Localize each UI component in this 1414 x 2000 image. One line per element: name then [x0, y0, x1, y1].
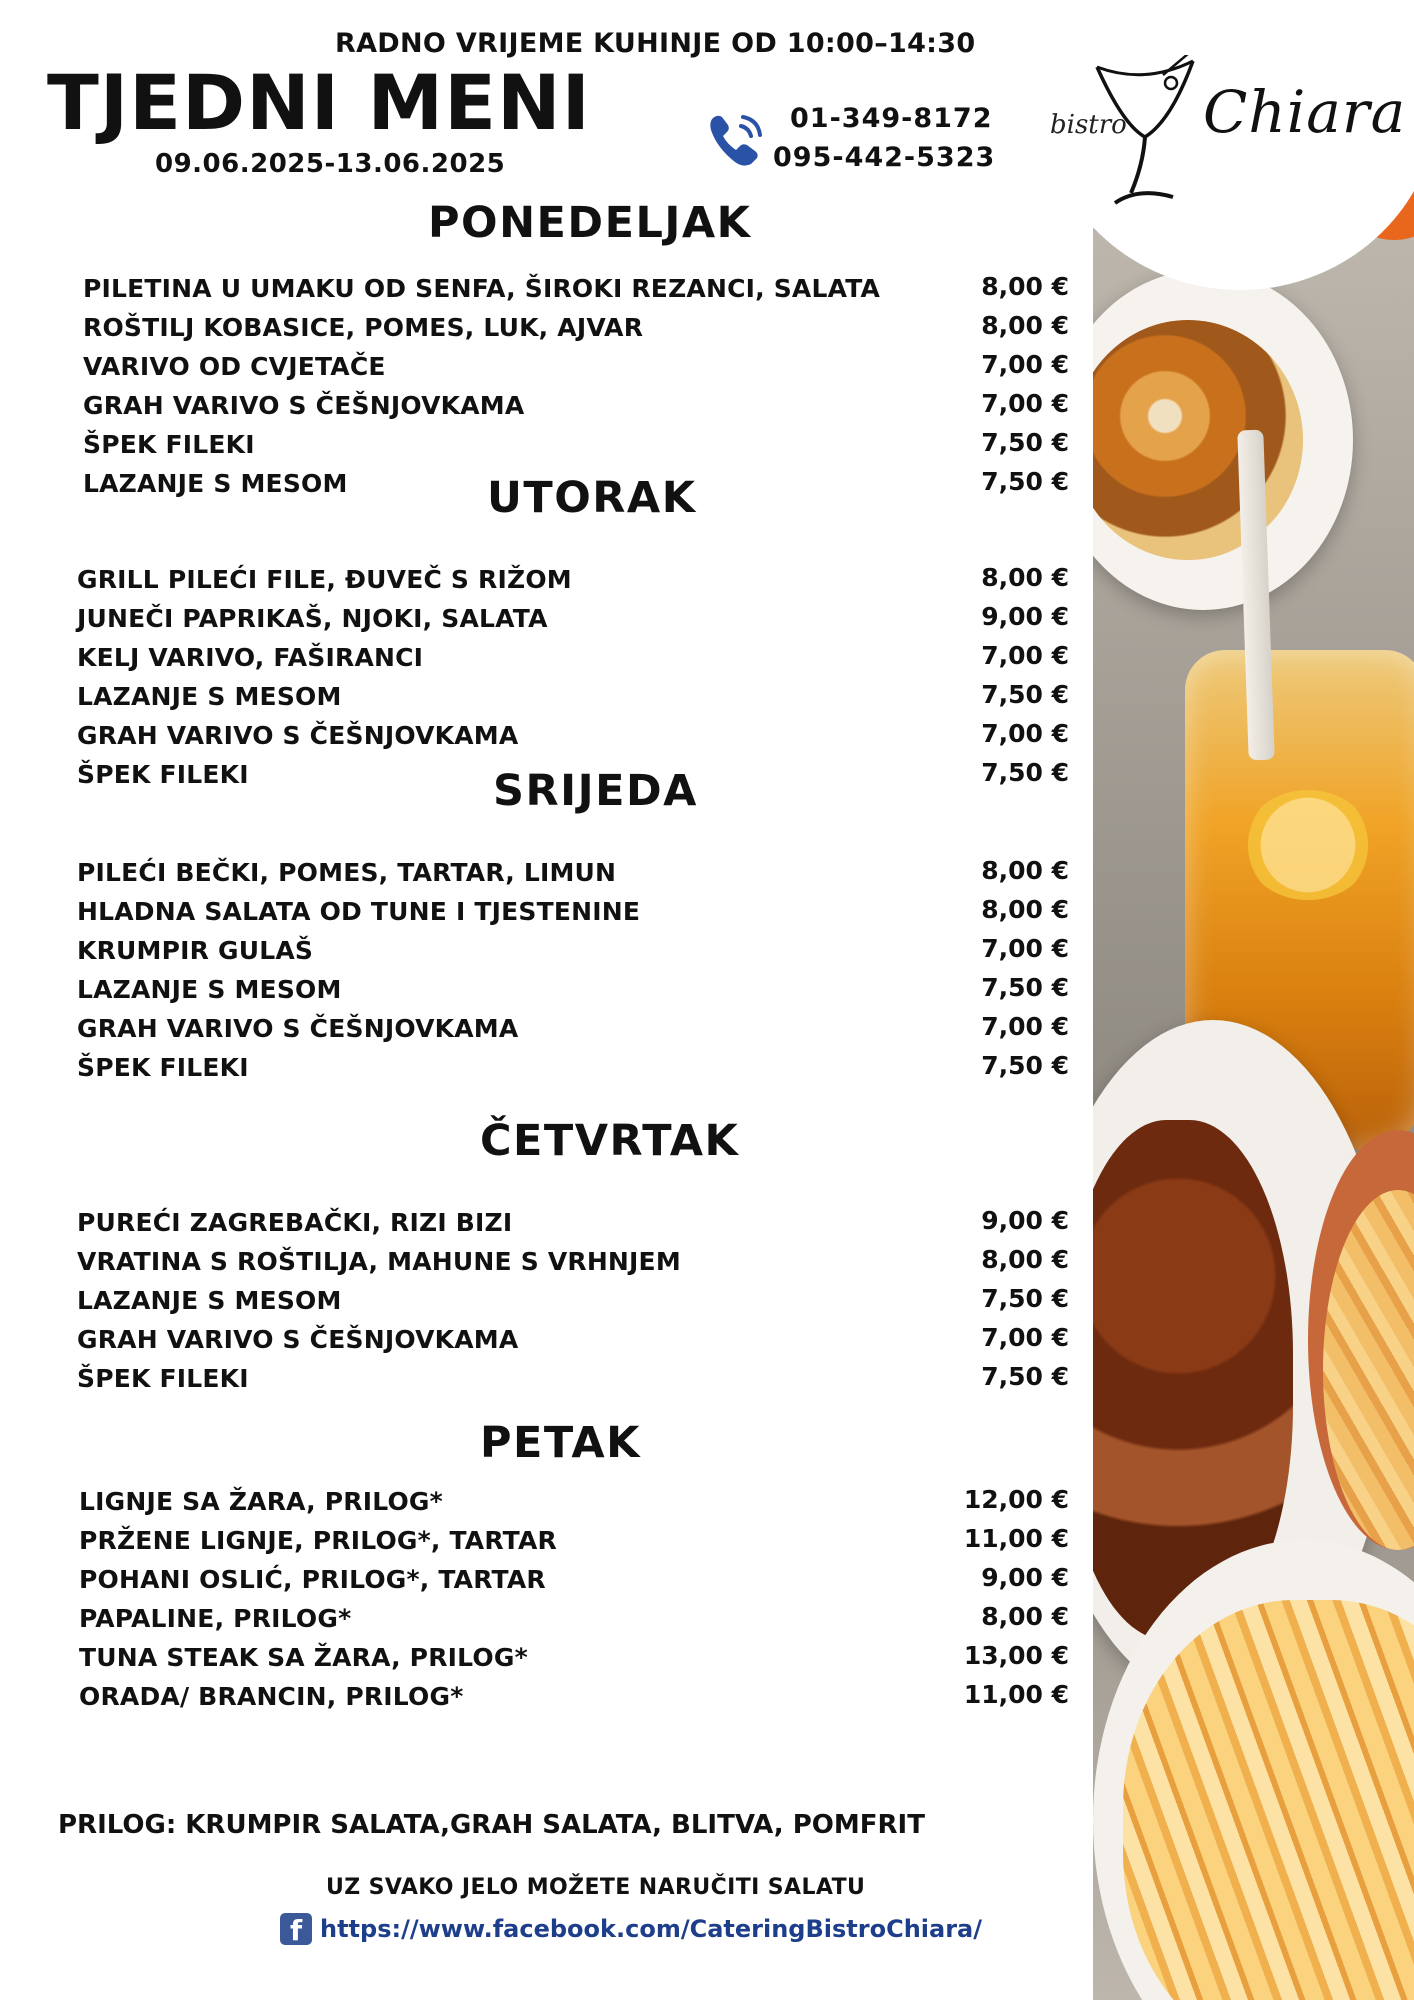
menu-price: 7,50 € — [981, 973, 1069, 1002]
menu-price: 7,50 € — [981, 1362, 1069, 1391]
menu-item: VARIVO OD CVJETAČE — [83, 352, 386, 381]
menu-price: 7,00 € — [981, 934, 1069, 963]
menu-item: ŠPEK FILEKI — [77, 1364, 249, 1393]
menu-item: VRATINA S ROŠTILJA, MAHUNE S VRHNJEM — [77, 1247, 681, 1276]
logo-bistro-text: bistro — [1050, 110, 1127, 140]
menu-item: LAZANJE S MESOM — [83, 469, 348, 498]
menu-price: 7,50 € — [981, 1051, 1069, 1080]
menu-item: ORADA/ BRANCIN, PRILOG* — [79, 1682, 464, 1711]
menu-item: LAZANJE S MESOM — [77, 1286, 342, 1315]
menu-item: JUNEČI PAPRIKAŠ, NJOKI, SALATA — [77, 604, 548, 633]
phone-number-landline[interactable]: 01-349-8172 — [790, 103, 993, 134]
side-dish-note: PRILOG: KRUMPIR SALATA,GRAH SALATA, BLITVA, POMFRIT — [58, 1810, 925, 1840]
food-photo — [1093, 0, 1414, 2000]
day-title-utorak: UTORAK — [487, 473, 697, 523]
menu-price: 8,00 € — [981, 856, 1069, 885]
menu-price: 7,50 € — [981, 467, 1069, 496]
menu-item: GRAH VARIVO S ČEŠNJOVKAMA — [77, 1014, 519, 1043]
menu-price: 7,00 € — [981, 1323, 1069, 1352]
menu-item: KRUMPIR GULAŠ — [77, 936, 314, 965]
day-title-petak: PETAK — [480, 1418, 641, 1468]
menu-price: 7,00 € — [981, 1012, 1069, 1041]
menu-price: 8,00 € — [981, 311, 1069, 340]
page-title: TJEDNI MENI — [47, 58, 591, 147]
menu-price: 7,50 € — [981, 428, 1069, 457]
day-title-cetvrtak: ČETVRTAK — [480, 1116, 740, 1166]
menu-price: 9,00 € — [981, 602, 1069, 631]
menu-price: 8,00 € — [981, 1245, 1069, 1274]
menu-price: 13,00 € — [963, 1641, 1069, 1670]
menu-price: 8,00 € — [981, 563, 1069, 592]
menu-price: 8,00 € — [981, 1602, 1069, 1631]
menu-price: 9,00 € — [981, 1563, 1069, 1592]
menu-price: 7,00 € — [981, 641, 1069, 670]
menu-item: PILEĆI BEČKI, POMES, TARTAR, LIMUN — [77, 858, 617, 887]
menu-item: LAZANJE S MESOM — [77, 975, 342, 1004]
menu-item: ŠPEK FILEKI — [83, 430, 255, 459]
menu-item: GRAH VARIVO S ČEŠNJOVKAMA — [77, 1325, 519, 1354]
menu-price: 7,50 € — [981, 680, 1069, 709]
day-title-ponedeljak: PONEDELJAK — [428, 198, 752, 248]
menu-item: GRAH VARIVO S ČEŠNJOVKAMA — [83, 391, 525, 420]
menu-price: 7,50 € — [981, 1284, 1069, 1313]
menu-price: 7,00 € — [981, 350, 1069, 379]
menu-item: HLADNA SALATA OD TUNE I TJESTENINE — [77, 897, 641, 926]
kitchen-hours: RADNO VRIJEME KUHINJE OD 10:00–14:30 — [335, 28, 976, 59]
menu-item: PAPALINE, PRILOG* — [79, 1604, 352, 1633]
facebook-link[interactable]: https://www.facebook.com/CateringBistroChiara/ — [320, 1915, 982, 1943]
menu-item: ROŠTILJ KOBASICE, POMES, LUK, AJVAR — [83, 313, 644, 342]
menu-item: POHANI OSLIĆ, PRILOG*, TARTAR — [79, 1565, 546, 1594]
menu-price: 7,00 € — [981, 389, 1069, 418]
menu-item: PRŽENE LIGNJE, PRILOG*, TARTAR — [79, 1526, 557, 1555]
menu-item: KELJ VARIVO, FAŠIRANCI — [77, 643, 424, 672]
menu-price: 9,00 € — [981, 1206, 1069, 1235]
menu-item: GRAH VARIVO S ČEŠNJOVKAMA — [77, 721, 519, 750]
logo-name: Chiara — [1203, 78, 1407, 146]
menu-item: ŠPEK FILEKI — [77, 760, 249, 789]
salad-note: UZ SVAKO JELO MOŽETE NARUČITI SALATU — [326, 1875, 866, 1900]
day-title-srijeda: SRIJEDA — [493, 766, 698, 816]
menu-item: ŠPEK FILEKI — [77, 1053, 249, 1082]
menu-item: GRILL PILEĆI FILE, ĐUVEČ S RIŽOM — [77, 565, 572, 594]
menu-price: 7,50 € — [981, 758, 1069, 787]
date-range: 09.06.2025-13.06.2025 — [155, 149, 506, 179]
menu-item: PILETINA U UMAKU OD SENFA, ŠIROKI REZANCI, SALATA — [83, 274, 881, 303]
phone-number-mobile[interactable]: 095-442-5323 — [773, 142, 996, 173]
menu-price: 7,00 € — [981, 719, 1069, 748]
menu-item: LAZANJE S MESOM — [77, 682, 342, 711]
menu-item: LIGNJE SA ŽARA, PRILOG* — [79, 1487, 443, 1516]
menu-price: 8,00 € — [981, 895, 1069, 924]
menu-item: PUREĆI ZAGREBAČKI, RIZI BIZI — [77, 1208, 513, 1237]
menu-price: 8,00 € — [981, 272, 1069, 301]
menu-price: 12,00 € — [963, 1485, 1069, 1514]
phone-icon[interactable] — [705, 108, 767, 170]
menu-price: 11,00 € — [963, 1680, 1069, 1709]
menu-item: TUNA STEAK SA ŽARA, PRILOG* — [79, 1643, 528, 1672]
menu-price: 11,00 € — [963, 1524, 1069, 1553]
facebook-icon[interactable]: f — [280, 1913, 312, 1945]
